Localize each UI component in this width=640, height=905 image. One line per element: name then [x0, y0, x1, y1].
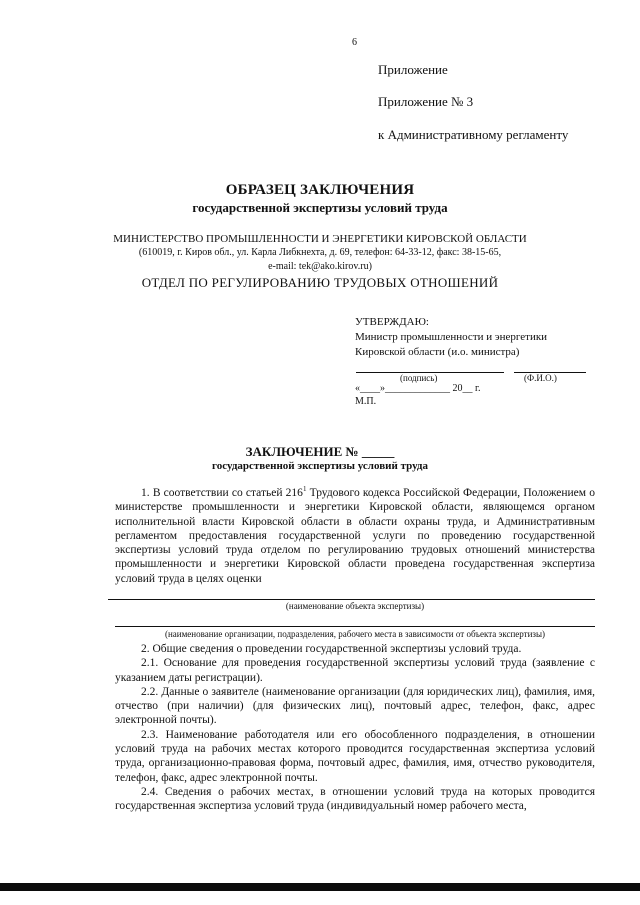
paragraph-2-1: 2.1. Основание для проведения государственной экспертизы условий труда (заявление с указанием даты регистрации). — [115, 657, 595, 684]
appendix-number: Приложение № 3 — [378, 94, 474, 109]
name-caption: (Ф.И.О.) — [524, 373, 557, 383]
paragraph-2-4: 2.4. Сведения о рабочих местах, в отношении условий труда на которых проводится государственная экспертиза условий труда (индивидуальный номер рабочего места, — [115, 785, 595, 813]
signature-caption: (подпись) — [400, 373, 438, 383]
organization-underline — [115, 626, 595, 627]
paragraph-1 — [115, 486, 595, 586]
paragraph-1-rest: Трудового кодекса Российской Федерации, Положением о министерстве промышленности и энергетики Кировской области, являющемся органом исполнительной власти Кировской области в области охраны труда, и Административным регламентом предоставления государственной услуги по проведению государственной экспертизы условий труда отделом по регулированию трудовых отношений министерства промышленности и энергетики Кировской области проведена государственная экспертиза условий труда в целях оценки — [115, 487, 595, 585]
ministry-name: МИНИСТЕРСТВО ПРОМЫШЛЕННОСТИ И ЭНЕРГЕТИКИ КИРОВСКОЙ ОБЛАСТИ — [113, 233, 527, 245]
ministry-address: (610019, г. Киров обл., ул. Карла Либкнехта, д. 69, телефон: 64-33-12, факс: 38-15-65, — [138, 247, 502, 258]
object-caption: (наименование объекта экспертизы) — [285, 601, 425, 611]
appendix-reference: к Административному регламенту — [378, 127, 569, 142]
stamp-label: М.П. — [355, 396, 377, 407]
scan-edge-bar — [0, 883, 640, 891]
footnote-marker: 1 — [302, 485, 307, 494]
department-name: ОТДЕЛ ПО РЕГУЛИРОВАНИЮ ТРУДОВЫХ ОТНОШЕНИЙ — [141, 275, 499, 290]
paragraph-1-start: 1. В соответствии со статьей 216 — [141, 487, 303, 499]
section-2 — [115, 642, 595, 814]
approval-label: УТВЕРЖДАЮ: — [355, 316, 429, 328]
document-title: ОБРАЗЕЦ ЗАКЛЮЧЕНИЯ — [225, 182, 415, 198]
approval-date: «____»_____________ 20__ г. — [355, 383, 481, 394]
paragraph-2: 2. Общие сведения о проведении государственной экспертизы условий труда. — [141, 643, 522, 655]
approval-region: Кировской области (и.о. министра) — [355, 346, 520, 358]
paragraph-2-3: 2.3. Наименование работодателя или его обособленного подразделения, в отношении условий труда на рабочих местах которого проводится государственная экспертиза условий труда, организационно-правовая форма, почтовый адрес, фамилия, имя, отчество руководителя, телефон, факс, адрес электронной почты. — [115, 728, 595, 784]
appendix-label: Приложение — [378, 62, 448, 77]
ministry-email: e-mail: tek@ako.kirov.ru) — [268, 261, 372, 272]
paragraph-2-2: 2.2. Данные о заявителе (наименование организации (для юридических лиц), фамилия, имя, отчество (при наличии) (для физических лиц), почтовый адрес, телефон, факс, адрес электронной почты). — [115, 685, 595, 727]
conclusion-subtitle: государственной экспертизы условий труда — [212, 460, 428, 472]
approval-position: Министр промышленности и энергетики — [355, 331, 548, 343]
conclusion-title: ЗАКЛЮЧЕНИЕ № _____ — [245, 444, 395, 459]
object-underline — [108, 599, 595, 600]
document-subtitle: государственной экспертизы условий труда — [192, 200, 448, 215]
organization-caption: (наименование организации, подразделения, рабочего места в зависимости от объекта экспертизы) — [164, 629, 546, 639]
page-number: 6 — [352, 37, 357, 48]
